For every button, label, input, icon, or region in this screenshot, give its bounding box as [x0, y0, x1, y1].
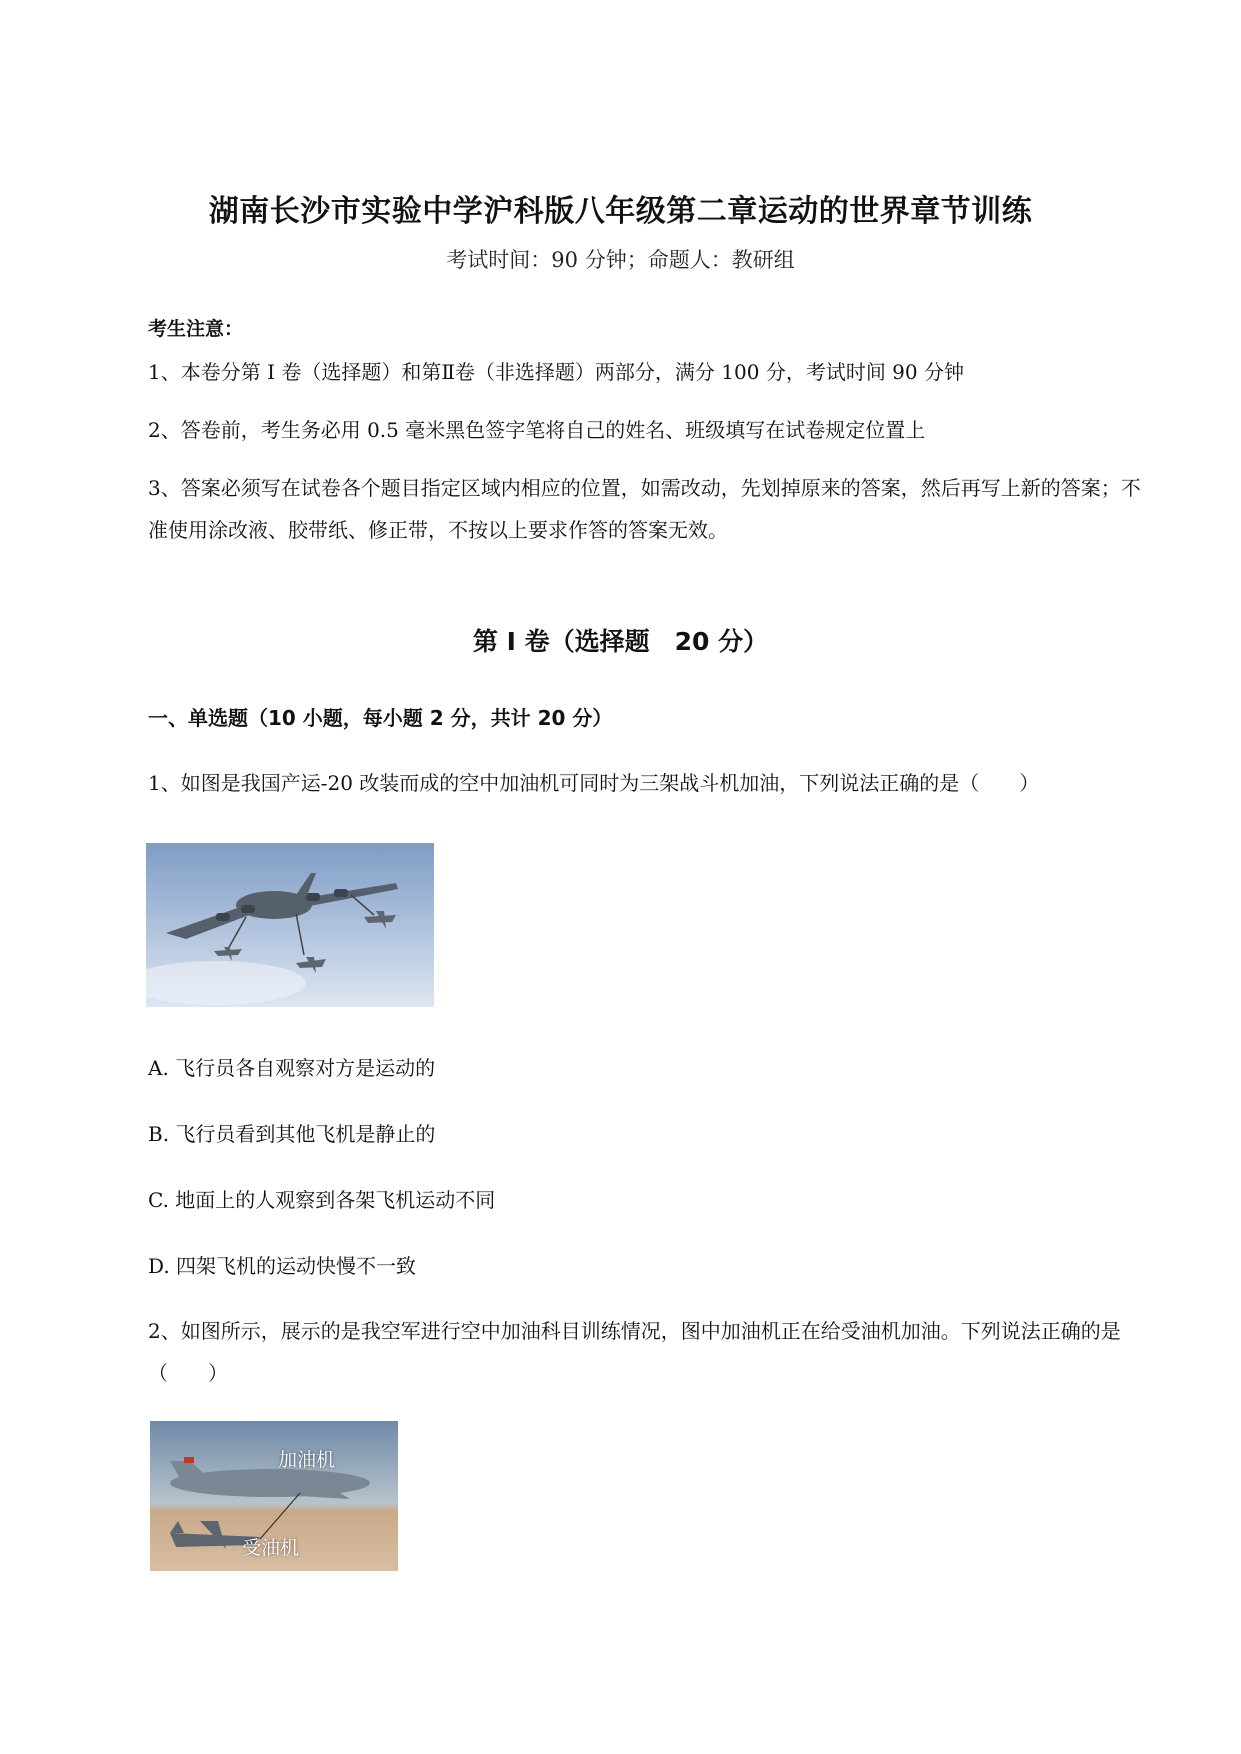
- notice-item-1: 1、本卷分第 I 卷（选择题）和第Ⅱ卷（非选择题）两部分，满分 100 分，考试时间 90 分钟: [148, 360, 964, 384]
- option-d: D. 四架飞机的运动快慢不一致: [148, 1254, 417, 1278]
- question-1-stem: 1、如图是我国产运-20 改装而成的空中加油机可同时为三架战斗机加油，下列说法正确的是（ ）: [148, 771, 1040, 795]
- option-b: B. 飞行员看到其他飞机是静止的: [148, 1122, 436, 1146]
- flag-mark: [184, 1457, 194, 1463]
- refueling-training-photo: [150, 1421, 398, 1571]
- tanker-label: 加油机: [278, 1449, 336, 1471]
- refueling-illustration: [146, 843, 434, 1007]
- exam-info: 考试时间：90 分钟；命题人：教研组: [446, 248, 795, 272]
- section-title: 第 I 卷（选择题 20 分）: [472, 627, 769, 656]
- receiver-label: 受油机: [242, 1537, 300, 1559]
- page-title: 湖南长沙市实验中学沪科版八年级第二章运动的世界章节训练: [208, 194, 1033, 229]
- question-2-stem: 2、如图所示，展示的是我空军进行空中加油科目训练情况，图中加油机正在给受油机加油。下列说法正确的是（ ）: [148, 1319, 1121, 1385]
- option-c: C. 地面上的人观察到各架飞机运动不同: [148, 1188, 496, 1212]
- part-heading: 一、单选题（10 小题，每小题 2 分，共计 20 分）: [148, 706, 613, 730]
- notice-heading: 考生注意：: [148, 318, 244, 340]
- notice-item-3: 3、答案必须写在试卷各个题目指定区域内相应的位置，如需改动，先划掉原来的答案，然后再写上新的答案；不准使用涂改液、胶带纸、修正带，不按以上要求作答的答案无效。: [148, 476, 1141, 542]
- tanker-refueling-photo: [146, 843, 434, 1007]
- notice-item-2: 2、答卷前，考生务必用 0.5 毫米黑色签字笔将自己的姓名、班级填写在试卷规定位置上: [148, 418, 926, 442]
- option-a: A. 飞行员各自观察对方是运动的: [148, 1056, 436, 1080]
